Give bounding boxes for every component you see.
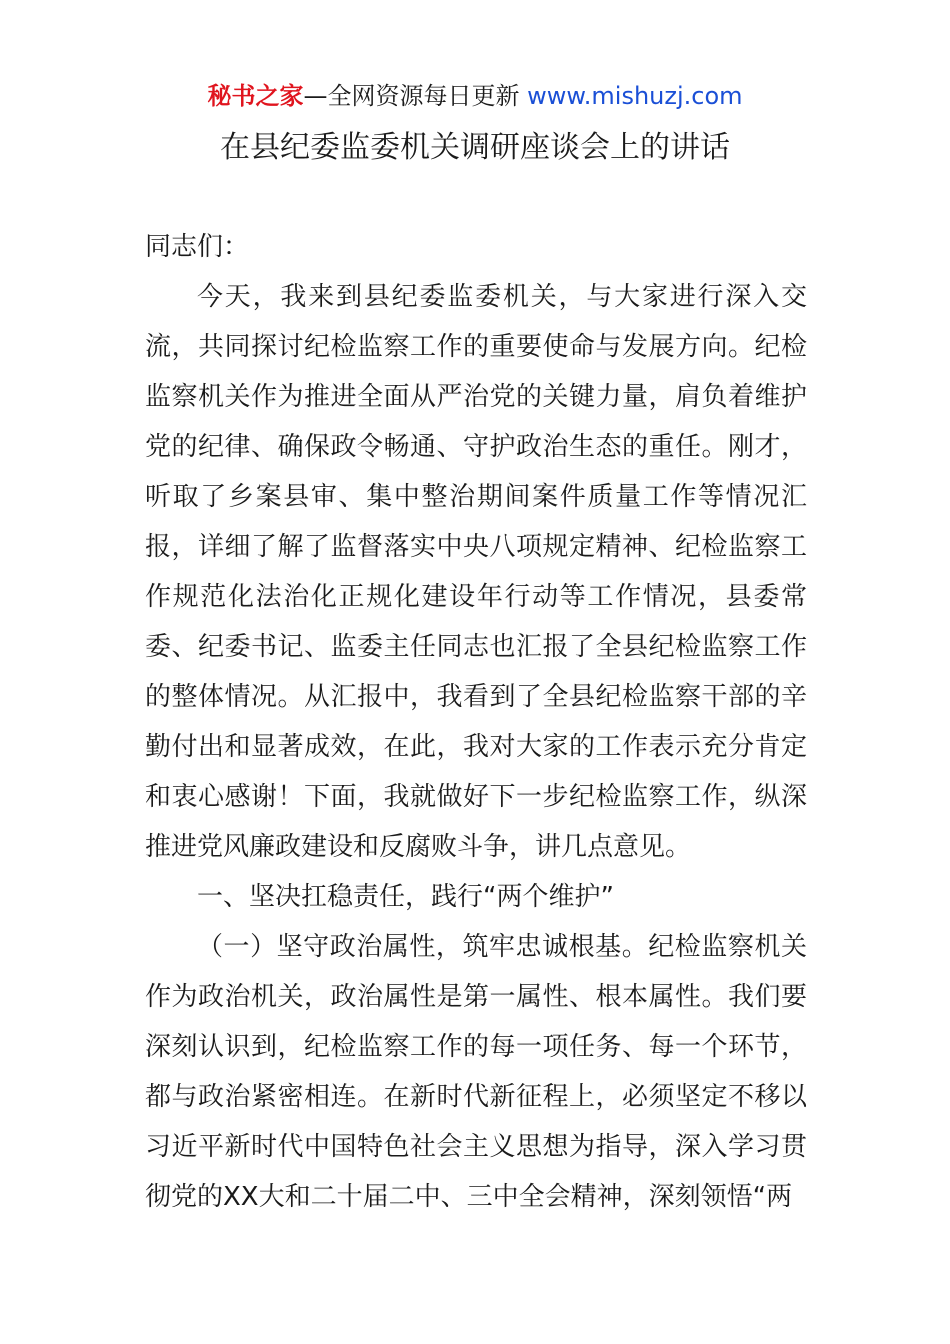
paragraph-subsection: （一）坚守政治属性，筑牢忠诚根基。纪检监察机关作为政治机关，政治属性是第一属性、根本属性。我们要深刻认识到，纪检监察工作的每一项任务、每一个环节，都与政治紧密相连。在新时代新征程上，必须坚定不移以习近平新时代中国特色社会主义思想为指导，深入学习贯彻党的XX大和二十届二中、三中全会精神，深刻领悟“两 <box>145 932 807 1212</box>
document-body <box>145 222 807 1222</box>
section-heading: 一、坚决扛稳责任，践行“两个维护” <box>197 882 614 912</box>
salutation: 同志们： <box>145 232 250 262</box>
site-header <box>0 80 950 112</box>
paragraph-intro: 今天，我来到县纪委监委机关，与大家进行深入交流，共同探讨纪检监察工作的重要使命与发展方向。纪检监察机关作为推进全面从严治党的关键力量，肩负着维护党的纪律、确保政令畅通、守护政治生态的重任。刚才，听取了乡案县审、集中整治期间案件质量工作等情况汇报，详细了解了监督落实中央八项规定精神、纪检监察工作规范化法治化正规化建设年行动等工作情况，县委常委、纪委书记、监委主任同志也汇报了全县纪检监察工作的整体情况。从汇报中，我看到了全县纪检监察干部的辛勤付出和显著成效，在此，我对大家的工作表示充分肯定和衷心感谢！下面，我就做好下一步纪检监察工作，纵深推进党风廉政建设和反腐败斗争，讲几点意见。 <box>145 282 807 862</box>
site-url-link[interactable]: www.mishuzj.com <box>527 82 743 110</box>
document-title: 在县纪委监委机关调研座谈会上的讲话 <box>220 130 730 165</box>
site-tagline: —全网资源每日更新 <box>303 82 528 110</box>
site-brand: 秘书之家 <box>207 82 304 110</box>
